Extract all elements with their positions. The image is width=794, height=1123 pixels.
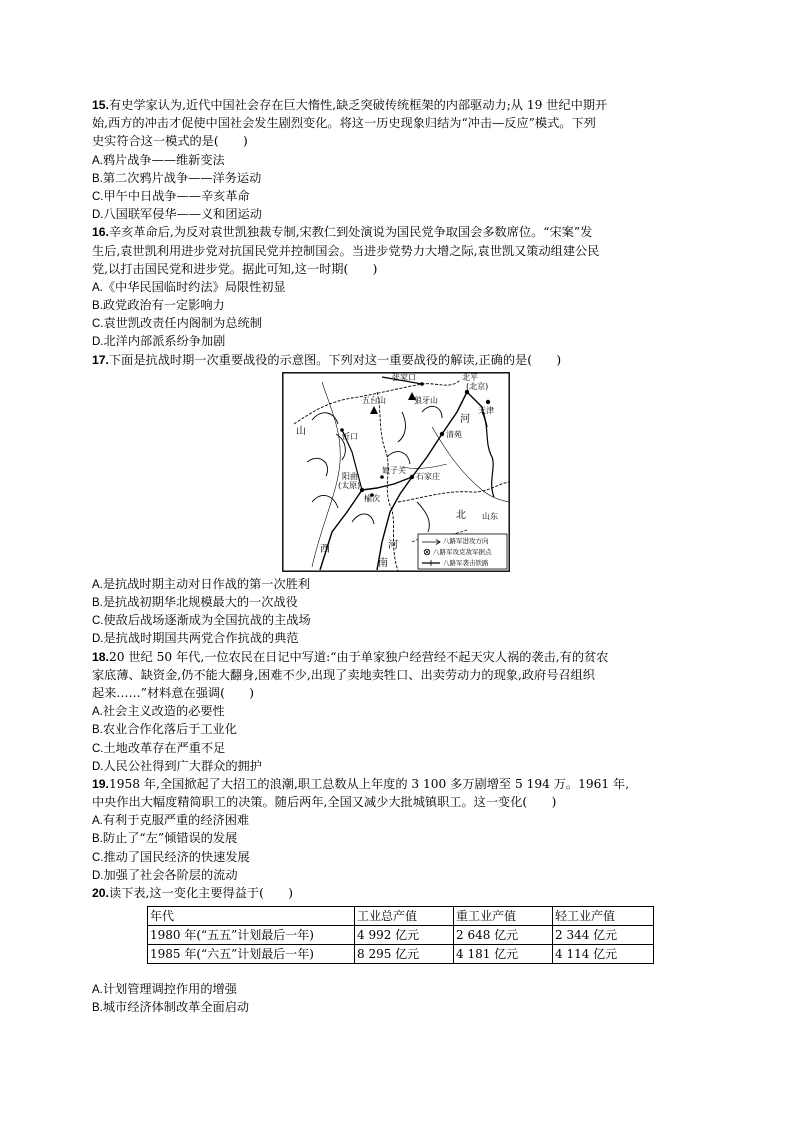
- option-b[interactable]: B.防止了“左”倾错误的发展: [92, 831, 238, 846]
- map-label-xinkou: 忻口: [342, 431, 358, 441]
- map-label-yangqu-sub: (太原): [338, 480, 361, 490]
- option-b[interactable]: B.政党政治有一定影响力: [92, 298, 225, 313]
- table-header-cell: 轻工业产值: [553, 907, 654, 926]
- option-d[interactable]: D.是抗战时期国共两党合作抗战的典范: [92, 631, 299, 646]
- option-c[interactable]: C.推动了国民经济的快速发展: [92, 849, 250, 864]
- table-header-row: [148, 907, 654, 926]
- legend-captured-stronghold: 八路军攻克敌军据点: [433, 547, 492, 556]
- option-d[interactable]: D.八国联军侵华——义和团运动: [92, 207, 262, 222]
- map-label-shan: 山: [296, 425, 306, 437]
- map-label-wutaishan: 五台山: [362, 395, 386, 405]
- question-17-line-1: 17.下面是抗战时期一次重要战役的示意图。下列对这一重要战役的解读,正确的是( ): [92, 352, 562, 367]
- question-18: [92, 648, 692, 775]
- question-number: 17.: [92, 352, 109, 367]
- map-label-shijiazhuang: 石家庄: [416, 471, 440, 481]
- legend-attack-direction: 八路军进攻方向: [443, 536, 489, 545]
- map-label-tianjin: 天津: [478, 405, 494, 415]
- question-16-line-2: 生后,袁世凯利用进步党对抗国民党并控制国会。当进步党势力大增之际,袁世凯又策动组建公民: [92, 243, 600, 258]
- question-number: 20.: [92, 886, 109, 900]
- question-number: 19.: [92, 776, 109, 791]
- map-label-qingyuan: 清苑: [446, 429, 462, 439]
- option-c[interactable]: C.袁世凯改责任内阁制为总统制: [92, 316, 262, 331]
- question-15-line-2: 始,西方的冲击才促使中国社会发生剧烈变化。将这一历史现象归结为“冲击—反应”模式。下列: [92, 116, 596, 131]
- option-b[interactable]: B.是抗战初期华北规模最大的一次战役: [92, 595, 298, 609]
- map-label-he2: 河: [388, 539, 398, 551]
- option-a[interactable]: A.有利于克服严重的经济困难: [92, 813, 250, 828]
- question-16-line-3: 党,以打击国民党和进步党。据此可知,这一时期( ): [92, 261, 378, 276]
- map-label-shandong: 山东: [482, 511, 498, 521]
- option-c[interactable]: C.土地改革存在严重不足: [92, 740, 226, 755]
- option-a[interactable]: A.社会主义改造的必要性: [92, 704, 225, 719]
- question-18-line-3: 起来……”材料意在强调( ): [92, 685, 254, 700]
- table-header-cell: 年代: [148, 907, 355, 926]
- output-value-table: [147, 906, 654, 964]
- option-a[interactable]: A.计划管理调控作用的增强: [92, 982, 237, 997]
- question-19-line-2: 中央作出大幅度精简职工的决策。随后两年,全国又减少大批城镇职工。这一变化( ): [92, 795, 557, 810]
- question-20: [92, 884, 692, 1017]
- table-row: [148, 945, 654, 964]
- map-label-langyashan: 狼牙山: [414, 395, 438, 405]
- option-c[interactable]: C.甲午中日战争——辛亥革命: [92, 188, 250, 203]
- question-19: [92, 775, 692, 884]
- table-cell: 1980 年(“五五”计划最后一年): [148, 926, 355, 945]
- table-cell: 4 992 亿元: [355, 926, 454, 945]
- map-label-he: 河: [460, 413, 470, 425]
- table-cell: 8 295 亿元: [355, 945, 454, 964]
- option-d[interactable]: D.人民公社得到广大群众的拥护: [92, 758, 262, 773]
- question-number: 15.: [92, 98, 109, 112]
- table-cell: 4 181 亿元: [454, 945, 553, 964]
- question-15: [92, 96, 692, 223]
- exam-page: [92, 96, 692, 1017]
- question-19-line-1: 19.1958 年,全国掀起了大招工的浪潮,职工总数从上年度的 3 100 多万剧增至 5 194 万。1961 年,: [92, 776, 630, 791]
- question-15-line-1: 15.有史学家认为,近代中国社会存在巨大惰性,缺乏突破传统框架的内部驱动力;从 19 世纪中期开: [92, 98, 608, 112]
- question-15-line-3: 史实符合这一模式的是( ): [92, 134, 248, 149]
- map-label-xi: 西: [320, 543, 330, 555]
- map-label-yuci: 榆次: [364, 493, 380, 503]
- table-row: [148, 926, 654, 945]
- map-label-nan: 南: [378, 557, 388, 569]
- question-17: [92, 351, 692, 648]
- question-16: [92, 223, 692, 350]
- option-d[interactable]: D.加强了社会各阶层的流动: [92, 867, 238, 882]
- question-18-line-2: 家底薄、缺资金,仍不能大翻身,困难不少,出现了卖地卖牲口、出卖劳动力的现象,政府号召组织: [92, 667, 595, 682]
- table-header-cell: 重工业产值: [454, 907, 553, 926]
- table-cell: 4 114 亿元: [553, 945, 654, 964]
- map-label-beiping: 北平: [462, 372, 478, 382]
- question-16-line-1: 16.辛亥革命后,为反对袁世凯独裁专制,宋教仁到处演说为国民党争取国会多数席位。“宋案”发: [92, 225, 593, 240]
- option-a[interactable]: A.鸦片战争——维新变法: [92, 152, 225, 167]
- map-label-beiping-sub: (北京): [466, 381, 489, 391]
- map-label-zhangjiakou: 张家口: [392, 372, 416, 382]
- table-cell: 2 344 亿元: [553, 926, 654, 945]
- question-20-line-1: 20.读下表,这一变化主要得益于( ): [92, 886, 293, 900]
- option-b[interactable]: B.城市经济体制改革全面启动: [92, 1000, 250, 1015]
- option-a[interactable]: A.《中华民国临时约法》局限性初显: [92, 279, 286, 294]
- question-number: 18.: [92, 649, 109, 664]
- map-label-bei: 北: [456, 509, 466, 521]
- table-cell: 2 648 亿元: [454, 926, 553, 945]
- battle-map: [282, 372, 510, 572]
- question-number: 16.: [92, 225, 109, 240]
- option-c[interactable]: C.使敌后战场逐渐成为全国抗战的主战场: [92, 613, 311, 628]
- question-18-line-1: 18.20 世纪 50 年代,一位农民在日记中写道:“由于单家独户经营经不起天灾人祸的袭击,有的贫农: [92, 649, 609, 664]
- option-b[interactable]: B.农业合作化落后于工业化: [92, 722, 237, 737]
- table-cell: 1985 年(“六五”计划最后一年): [148, 945, 355, 964]
- map-label-yangqu: 阳曲: [342, 471, 358, 481]
- option-d[interactable]: D.北洋内部派系纷争加剧: [92, 334, 226, 349]
- option-b[interactable]: B.第二次鸦片战争——洋务运动: [92, 170, 262, 185]
- table-header-cell: 工业总产值: [355, 907, 454, 926]
- legend-railway-raid: 八路军袭击铁路: [443, 558, 489, 567]
- map-label-niangziguan: 娘子关: [382, 465, 406, 475]
- option-a[interactable]: A.是抗战时期主动对日作战的第一次胜利: [92, 576, 311, 591]
